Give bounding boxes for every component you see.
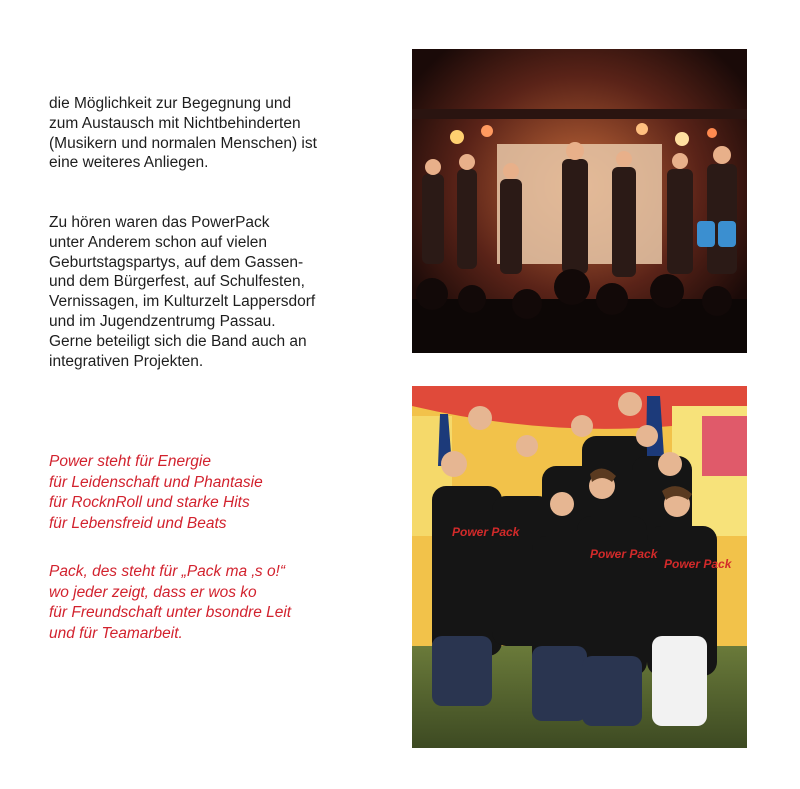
motto-line: für Freundschaft unter bsondre Leit	[49, 604, 292, 621]
motto-line: für RocknRoll und starke Hits	[49, 494, 250, 511]
text-line: zum Austausch mit Nichtbehinderten	[49, 114, 301, 132]
text-line: Gerne beteiligt sich die Band auch an	[49, 332, 307, 350]
motto-power	[49, 452, 389, 534]
motto-line: Power steht für Energie	[49, 453, 211, 470]
stage-photo	[412, 49, 747, 353]
motto-line: und für Teamarbeit.	[49, 624, 183, 642]
text-line: die Möglichkeit zur Begegnung und	[49, 95, 292, 112]
text-line: integrativen Projekten.	[49, 352, 204, 370]
text-line: Zu hören waren das PowerPack	[49, 214, 270, 231]
shirt-print: Power Pack	[590, 547, 658, 561]
motto-pack	[49, 562, 389, 644]
motto-line: für Leidenschaft und Phantasie	[49, 473, 263, 491]
text-line: eine weiteres Anliegen.	[49, 154, 209, 172]
text-line: und dem Bürgerfest, auf Schulfesten,	[49, 273, 305, 291]
shirt-print: Power Pack	[664, 557, 732, 571]
paragraph-performances	[49, 213, 379, 371]
motto-line: wo jeder zeigt, dass er wos ko	[49, 583, 257, 601]
shirt-print: Power Pack	[452, 525, 520, 539]
text-line: unter Anderem schon auf vielen	[49, 233, 267, 251]
text-line: Geburtstagspartys, auf dem Gassen-	[49, 253, 304, 271]
paragraph-encounter	[49, 94, 379, 173]
motto-line: Pack, des steht für „Pack ma ‚s o!“	[49, 563, 286, 580]
group-photo	[412, 386, 747, 748]
motto-line: für Lebensfreid und Beats	[49, 514, 227, 532]
text-line: Vernissagen, im Kulturzelt Lappersdorf	[49, 293, 316, 311]
text-line: (Musikern und normalen Menschen) ist	[49, 134, 317, 152]
text-line: und im Jugendzentrumg Passau.	[49, 312, 276, 330]
